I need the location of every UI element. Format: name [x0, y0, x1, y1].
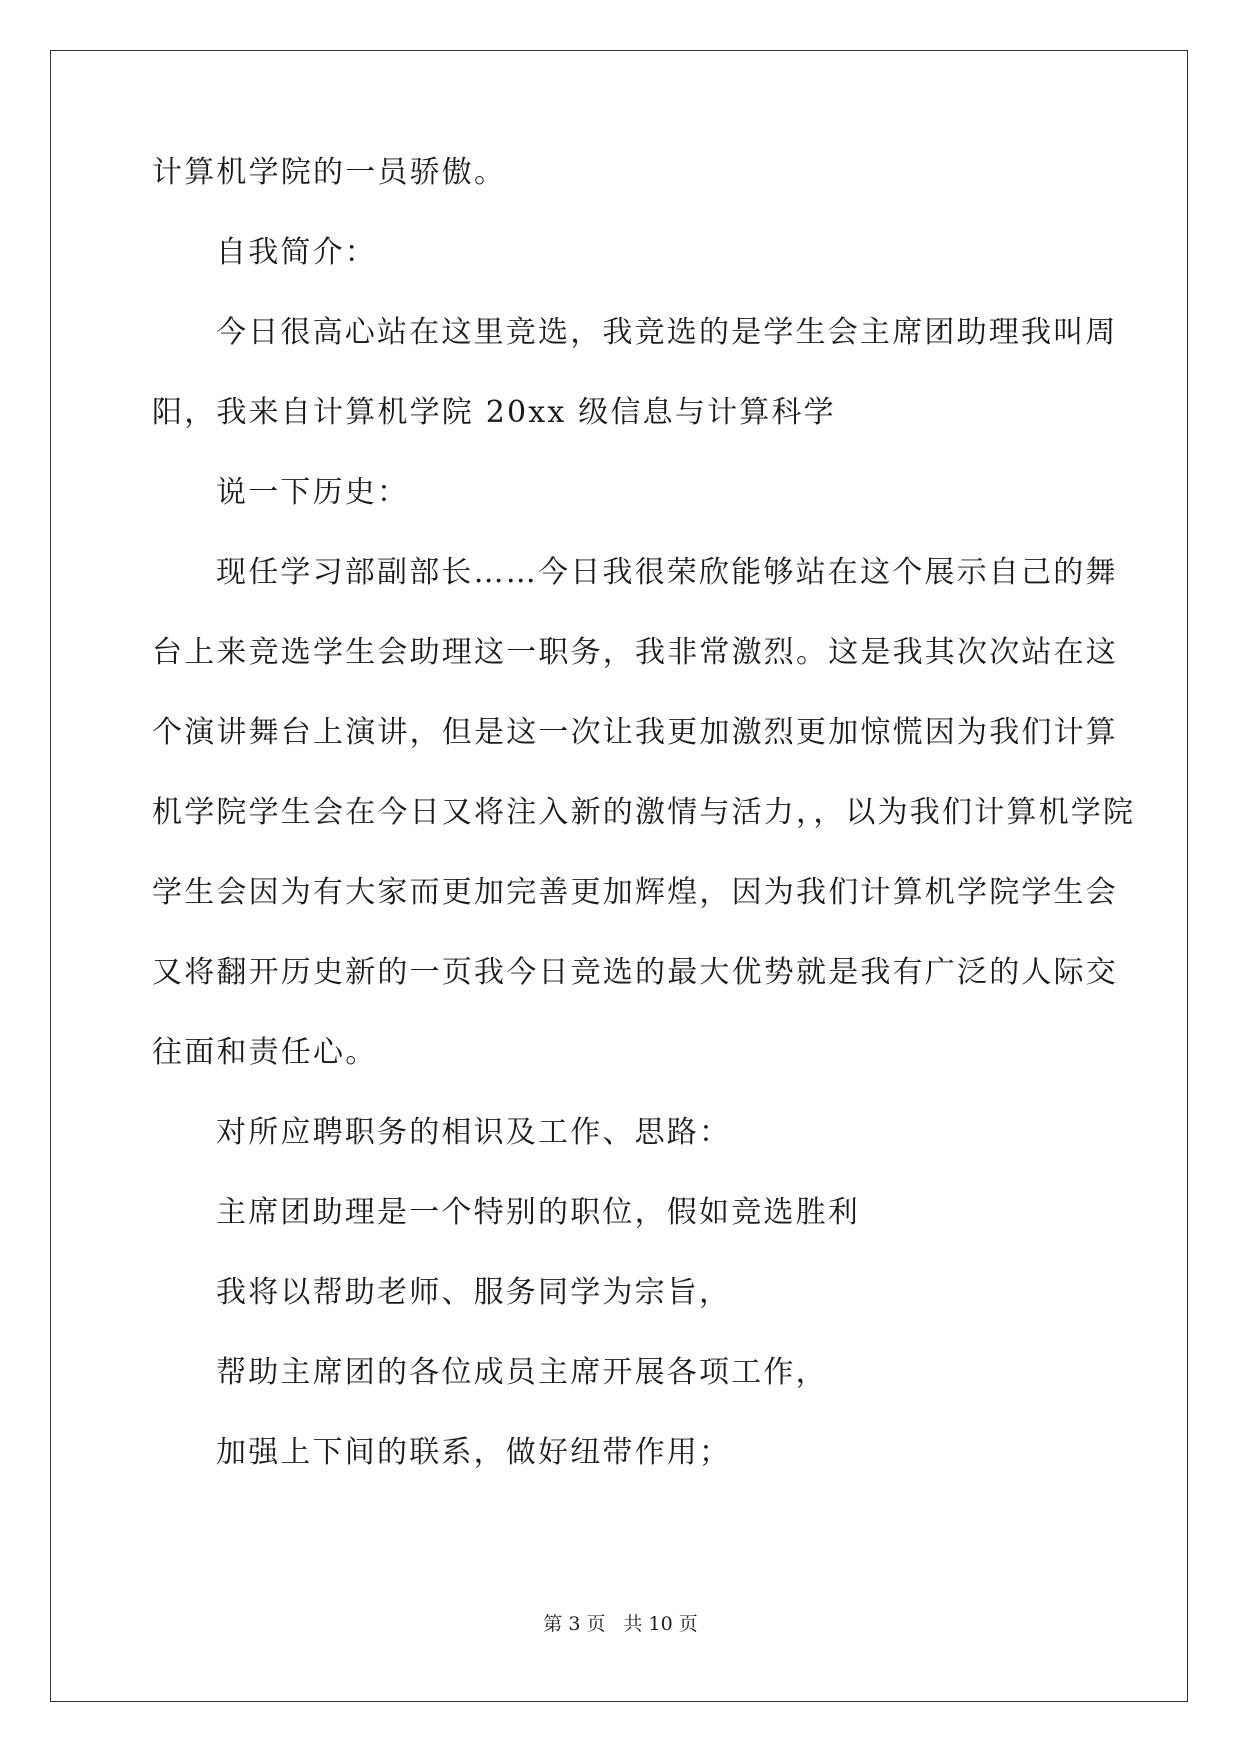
paragraph-line: 学生会因为有大家而更加完善更加辉煌，因为我们计算机学院学生会: [152, 875, 1118, 910]
page-footer: [0, 1612, 1241, 1636]
paragraph-line: 又将翻开历史新的一页我今日竞选的最大优势就是我有广泛的人际交: [152, 955, 1118, 990]
section-heading: 自我简介：: [216, 235, 377, 270]
section-heading: 说一下历史：: [216, 475, 410, 510]
paragraph-line: 今日很高心站在这里竞选，我竞选的是学生会主席团助理我叫周: [216, 315, 1118, 350]
page-total: 共 10 页: [623, 1613, 698, 1635]
paragraph-line: 我将以帮助老师、服务同学为宗旨，: [216, 1275, 732, 1310]
paragraph-line: 主席团助理是一个特别的职位，假如竞选胜利: [216, 1195, 860, 1230]
page-number: 第 3 页: [543, 1613, 606, 1635]
paragraph-line: 往面和责任心。: [152, 1035, 378, 1070]
paragraph-line: 加强上下间的联系，做好纽带作用；: [216, 1435, 732, 1470]
paragraph-line: 机学院学生会在今日又将注入新的激情与活力，，以为我们计算机学院: [152, 795, 1136, 830]
section-heading: 对所应聘职务的相识及工作、思路：: [216, 1115, 732, 1150]
paragraph-line: 帮助主席团的各位成员主席开展各项工作，: [216, 1355, 828, 1390]
paragraph-line: 计算机学院的一员骄傲。: [152, 155, 507, 190]
paragraph-line: 现任学习部副部长……今日我很荣欣能够站在这个展示自己的舞: [216, 555, 1118, 590]
paragraph-line: 阳，我来自计算机学院 20xx 级信息与计算科学: [152, 395, 836, 430]
paragraph-line: 个演讲舞台上演讲，但是这一次让我更加激烈更加惊慌因为我们计算: [152, 715, 1118, 750]
paragraph-line: 台上来竞选学生会助理这一职务，我非常激烈。这是我其次次站在这: [152, 635, 1118, 670]
